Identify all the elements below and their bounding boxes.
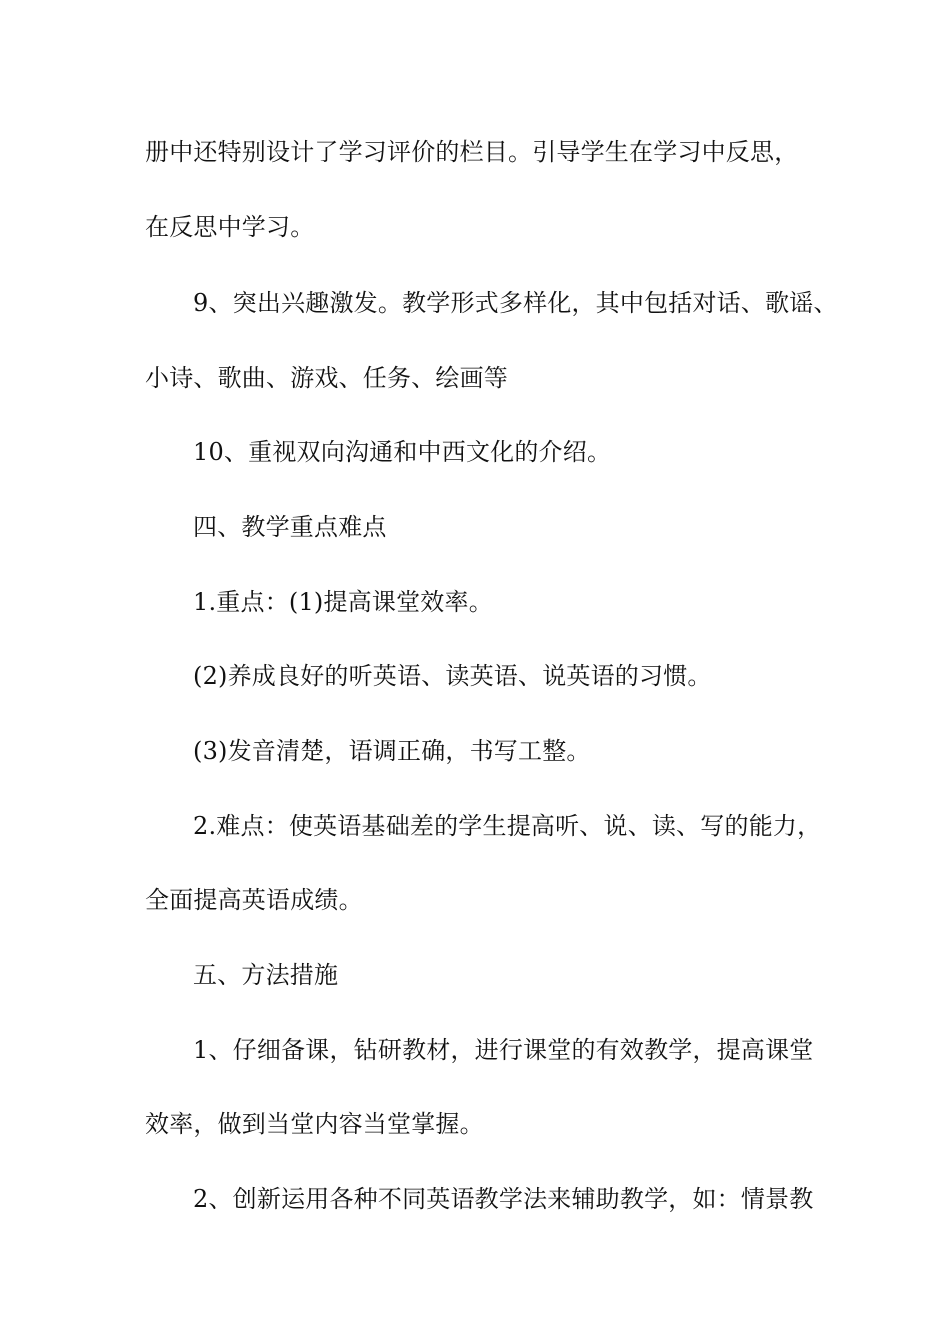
paragraph-line: 全面提高英语成绩。: [145, 886, 363, 914]
paragraph-line: 效率，做到当堂内容当堂掌握。: [145, 1110, 484, 1138]
paragraph-line: (3)发音清楚，语调正确，书写工整。: [193, 737, 591, 765]
paragraph-line: 2、创新运用各种不同英语教学法来辅助教学，如：情景教: [193, 1185, 814, 1213]
section-heading: 五、方法措施: [193, 961, 339, 989]
paragraph-line: 1、仔细备课，钻研教材，进行课堂的有效教学，提高课堂: [193, 1036, 814, 1064]
paragraph-line: 9、突出兴趣激发。教学形式多样化，其中包括对话、歌谣、: [193, 289, 838, 317]
paragraph-line: 10、重视双向沟通和中西文化的介绍。: [193, 438, 612, 466]
section-heading: 四、教学重点难点: [193, 513, 387, 541]
paragraph-line: (2)养成良好的听英语、读英语、说英语的习惯。: [193, 662, 712, 690]
paragraph-line: 册中还特别设计了学习评价的栏目。引导学生在学习中反思，: [145, 138, 799, 166]
paragraph-line: 小诗、歌曲、游戏、任务、绘画等: [145, 364, 508, 392]
paragraph-line: 在反思中学习。: [145, 213, 315, 241]
paragraph-line: 1.重点：(1)提高课堂效率。: [193, 588, 493, 616]
paragraph-line: 2.难点：使英语基础差的学生提高听、说、读、写的能力，: [193, 812, 822, 840]
